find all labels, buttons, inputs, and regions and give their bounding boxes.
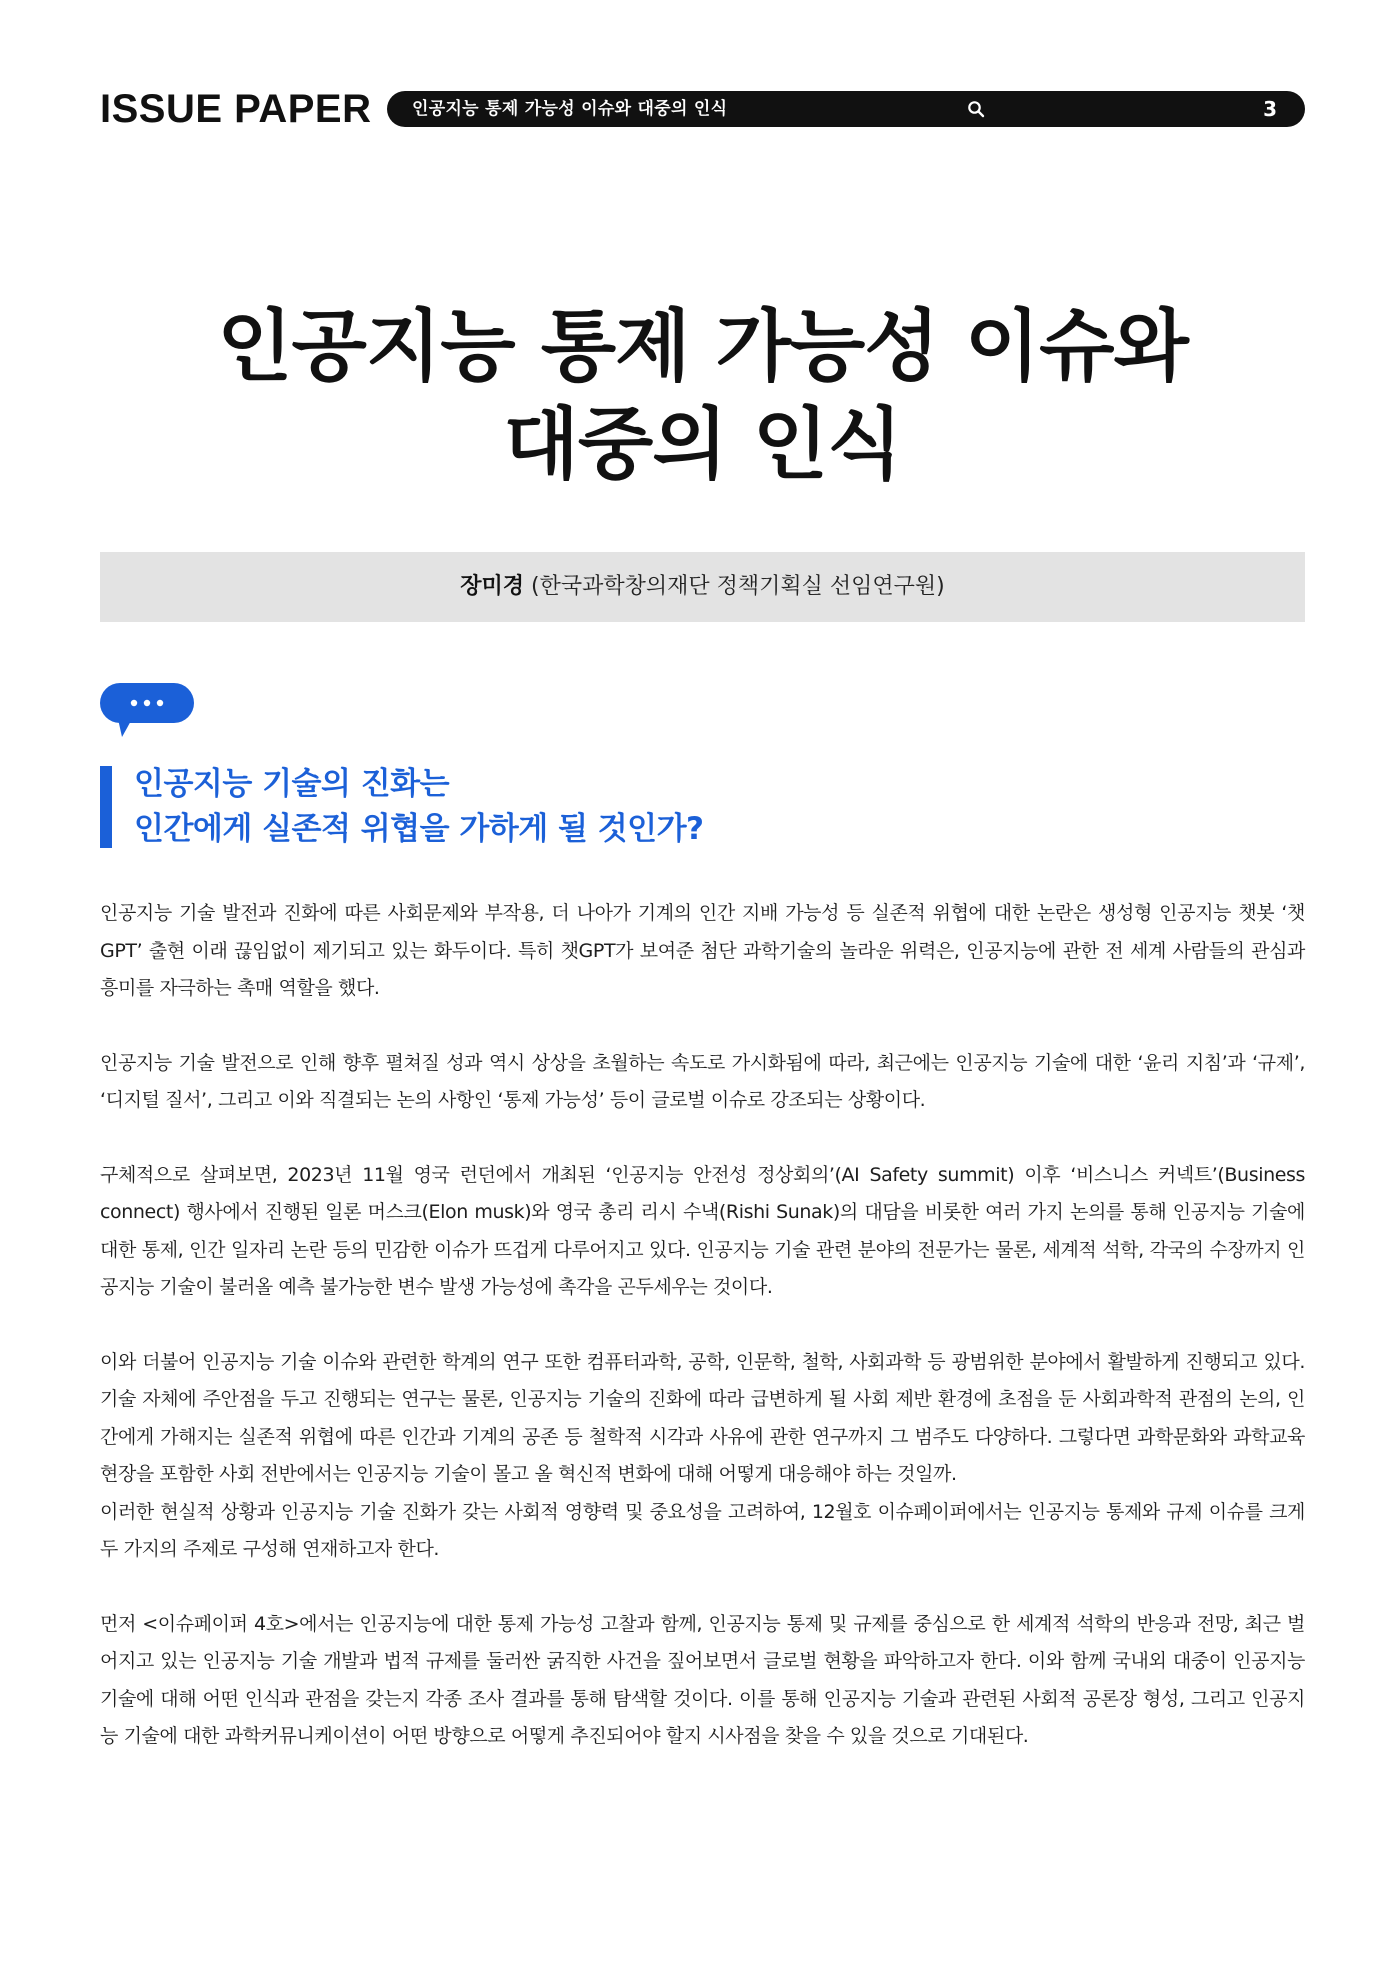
- header-bar-title: 인공지능 통제 가능성 이슈와 대중의 인식: [412, 99, 728, 119]
- section-heading-text: [134, 762, 704, 852]
- author-box: [100, 552, 1305, 622]
- page-number: 3: [1263, 97, 1277, 121]
- paragraph: 구체적으로 살펴보면, 2023년 11월 영국 런던에서 개최된 ‘인공지능 안전성 정상회의’(AI Safety summit) 이후 ‘비스니스 커넥트’(Business connect) 행사에서 진행된 일론 머스크(Elon musk)와 영국 총리 리시 수낵(Rishi Sunak)의 대담을 비롯한 여러 가지 논의를 통해 인공지능 기술에 대한 통제, 인간 일자리 논란 등의 민감한 이슈가 뜨겁게 다루어지고 있다. 인공지능 기술 관련 분야의 전문가는 물론, 세계적 석학, 각국의 수장까지 인공지능 기술이 불러올 예측 불가능한 변수 발생 가능성에 촉각을 곤두세우는 것이다.: [100, 1163, 1305, 1298]
- paragraph: 먼저 <이슈페이퍼 4호>에서는 인공지능에 대한 통제 가능성 고찰과 함께, 인공지능 통제 및 규제를 중심으로 한 세계적 석학의 반응과 전망, 최근 벌어지고 있는 인공지능 기술 개발과 법적 규제를 둘러싼 굵직한 사건을 짚어보면서 글로벌 현황을 파악하고자 한다. 이와 함께 국내외 대중이 인공지능 기술에 대해 어떤 인식과 관점을 갖는지 각종 조사 결과를 통해 탐색할 것이다. 이를 통해 인공지능 기술과 관련된 사회적 공론장 형성, 그리고 인공지능 기술에 대한 과학커뮤니케이션이 어떤 방향으로 어떻게 추진되어야 할지 시사점을 찾을 수 있을 것으로 기대된다.: [100, 1612, 1305, 1747]
- page-title: [100, 298, 1305, 494]
- paragraph: 인공지능 기술 발전과 진화에 따른 사회문제와 부작용, 더 나아가 기계의 인간 지배 가능성 등 실존적 위협에 대한 논란은 생성형 인공지능 챗봇 ‘챗GPT’ 출현 이래 끊임없이 제기되고 있는 화두이다. 특히 챗GPT가 보여준 첨단 과학기술의 놀라운 위력은, 인공지능에 관한 전 세계 사람들의 관심과 흥미를 자극하는 촉매 역할을 했다.: [100, 902, 1305, 999]
- author-name: 장미경: [460, 574, 525, 599]
- paragraph: 이와 더불어 인공지능 기술 이슈와 관련한 학계의 연구 또한 컴퓨터과학, 공학, 인문학, 철학, 사회과학 등 광범위한 분야에서 활발하게 진행되고 있다. 기술 자체에 주안점을 두고 진행되는 연구는 물론, 인공지능 기술의 진화에 따라 급변하게 될 사회 제반 환경에 초점을 둔 사회과학적 관점의 논의, 인간에게 가해지는 실존적 위협에 따른 인간과 기계의 공존 등 철학적 시각과 사유에 관한 연구까지 그 범주도 다양하다. 그렇다면 과학문화와 과학교육 현장을 포함한 사회 전반에서는 인공지능 기술이 몰고 올 혁신적 변화에 대해 어떻게 대응해야 하는 것일까.: [100, 1350, 1305, 1485]
- search-icon[interactable]: [967, 100, 985, 118]
- article-body: [100, 895, 1305, 1793]
- page-title-line-1: 인공지능 통제 가능성 이슈와: [217, 302, 1188, 392]
- speech-bubble-icon: [100, 683, 194, 739]
- brand-logo-text: ISSUE PAPER: [100, 87, 372, 131]
- page-header: [100, 88, 1305, 130]
- header-title-bar: [387, 91, 1305, 127]
- section-heading-line-1: 인공지능 기술의 진화는: [134, 766, 450, 802]
- section-heading-line-2: 인간에게 실존적 위협을 가하게 될 것인가?: [134, 811, 704, 847]
- page-title-line-2: 대중의 인식: [503, 400, 902, 490]
- author-affiliation: (한국과학창의재단 정책기획실 선임연구원): [531, 574, 945, 599]
- section-heading: [100, 766, 1100, 848]
- paragraph: 인공지능 기술 발전으로 인해 향후 펼쳐질 성과 역시 상상을 초월하는 속도로 가시화됨에 따라, 최근에는 인공지능 기술에 대한 ‘윤리 지침’과 ‘규제’, ‘디지털 질서’, 그리고 이와 직결되는 논의 사항인 ‘통제 가능성’ 등이 글로벌 이슈로 강조되는 상황이다.: [100, 1051, 1305, 1111]
- heading-accent-bar: [100, 766, 112, 848]
- paragraph: 이러한 현실적 상황과 인공지능 기술 진화가 갖는 사회적 영향력 및 중요성을 고려하여, 12월호 이슈페이퍼에서는 인공지능 통제와 규제 이슈를 크게 두 가지의 주제로 구성해 연재하고자 한다.: [100, 1500, 1305, 1560]
